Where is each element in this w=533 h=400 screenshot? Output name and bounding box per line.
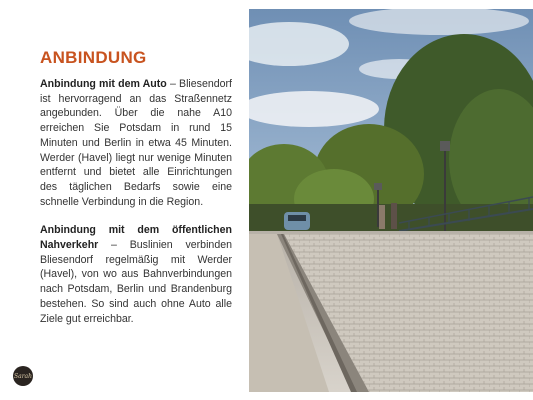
brand-logo-text: Sarah [14,372,32,380]
transit-paragraph [40,223,232,326]
text-column [40,48,232,326]
street-photo [249,9,533,392]
brand-logo [13,366,33,386]
street-photo-icon [249,9,533,392]
car-paragraph [40,77,232,209]
transit-text: – Buslinien verbinden Bliesendorf regelmäßig mit Werder (Havel), von wo aus Bahnverbindungen nach Potsdam, Berlin und Brandenburg bestehen. So sind auch ohne Auto alle Ziele gut erreichbar. [40,239,232,325]
car-text: – Bliesendorf ist hervorragend an das Straßennetz angebunden. Über die nahe A10 erreichen Sie Potsdam in rund 15 Minuten und Berlin in etwa 45 Minuten. Werder (Havel) liegt nur wenige Minuten entfernt und bietet alle Einrichtungen des täglichen Bedarfs sowie eine schnelle Verbindung in die Region. [40,78,232,208]
section-heading: ANBINDUNG [40,48,147,67]
transit-title: Anbindung mit dem öffentlichen Nahverkehr [40,224,232,252]
car-title: Anbindung mit dem Auto [40,78,167,90]
